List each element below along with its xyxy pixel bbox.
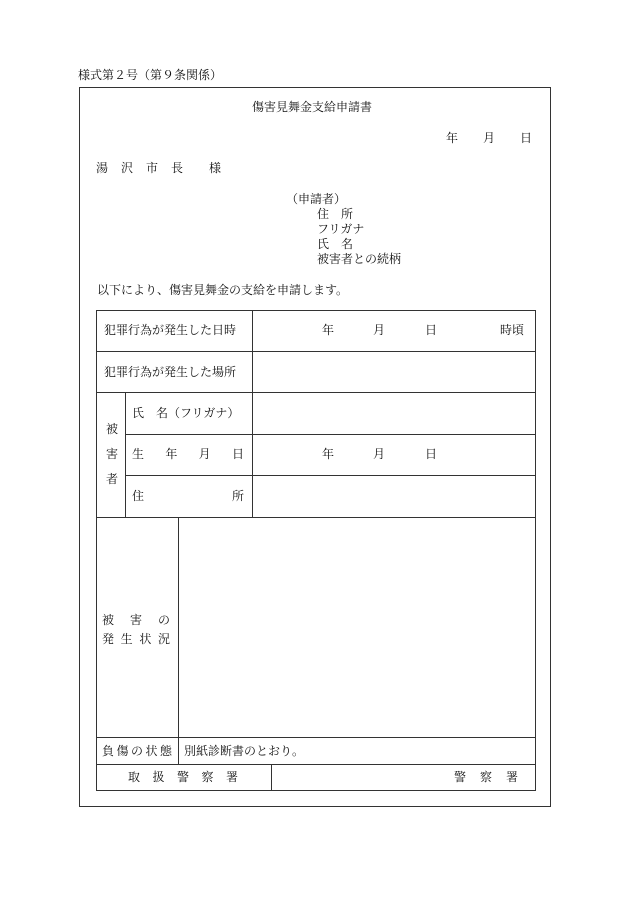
date-day[interactable]: 日 <box>520 131 533 145</box>
date-month[interactable]: 月 <box>483 131 496 145</box>
victim-label-char: 者 <box>106 472 119 486</box>
intro-text: 以下により、傷害見舞金の支給を申請します。 <box>97 283 349 297</box>
police-label-char: 扱 <box>152 770 165 784</box>
victim-address-label <box>132 490 244 502</box>
victim-dob-label-char: 生 <box>132 447 145 461</box>
damage-label-char: 発 <box>102 632 115 646</box>
injury-label-char: 負 <box>102 744 115 758</box>
applicant-relation-label: 被害者との続柄 <box>317 252 402 266</box>
addressee-char: 市 <box>146 161 159 175</box>
victim-dob-label-char: 月 <box>198 447 211 461</box>
police-value-char: 警 <box>454 770 467 784</box>
damage-label-char: 被 <box>102 613 115 627</box>
damage-label-char: 害 <box>129 613 142 627</box>
applicant-furigana-label: フリガナ <box>317 222 365 236</box>
police-label <box>128 771 238 783</box>
police-value-char: 署 <box>505 770 518 784</box>
applicant-address-label: 住 所 <box>317 207 354 221</box>
damage-label-char: 況 <box>157 632 170 646</box>
applicant-heading: （申請者） <box>286 192 347 206</box>
victim-label-char: 害 <box>106 447 119 461</box>
damage-label-line1 <box>102 614 170 626</box>
injury-label-char: 傷 <box>116 744 129 758</box>
police-label-char: 署 <box>225 770 238 784</box>
police-label-char: 警 <box>176 770 189 784</box>
form-title: 傷害見舞金支給申請書 <box>252 100 373 114</box>
police-value-char: 察 <box>479 770 492 784</box>
damage-label-char: の <box>157 613 170 627</box>
police-label-char: 取 <box>128 770 141 784</box>
addressee-char: 長 <box>171 161 184 175</box>
victim-dob-year[interactable]: 年 <box>322 447 335 461</box>
injury-value[interactable]: 別紙診断書のとおり。 <box>184 744 305 758</box>
crime-datetime-year[interactable]: 年 <box>322 323 335 337</box>
crime-place-label: 犯罪行為が発生した場所 <box>104 365 237 379</box>
victim-address-label-char: 住 <box>132 489 145 503</box>
victim-dob-month[interactable]: 月 <box>373 447 386 461</box>
damage-label-char: 生 <box>120 632 133 646</box>
date-year[interactable]: 年 <box>446 131 459 145</box>
injury-label-char: の <box>130 744 143 758</box>
damage-label-char: 状 <box>139 632 152 646</box>
crime-datetime-label: 犯罪行為が発生した日時 <box>104 323 237 337</box>
injury-label-char: 状 <box>145 744 158 758</box>
victim-label-char: 被 <box>106 422 119 436</box>
injury-label <box>102 745 172 757</box>
applicant-name-label: 氏 名 <box>317 237 354 251</box>
addressee-char: 沢 <box>121 161 134 175</box>
damage-label-line2 <box>102 633 170 645</box>
victim-dob-label <box>132 448 244 460</box>
victim-dob-label-char: 年 <box>165 447 178 461</box>
form-number: 様式第２号（第９条関係） <box>78 68 223 82</box>
injury-label-char: 態 <box>159 744 172 758</box>
police-label-char: 察 <box>201 770 214 784</box>
victim-dob-day[interactable]: 日 <box>425 447 438 461</box>
crime-datetime-month[interactable]: 月 <box>373 323 386 337</box>
crime-datetime-time[interactable]: 時頃 <box>500 323 525 337</box>
victim-dob-label-char: 日 <box>231 447 244 461</box>
addressee-char: 様 <box>209 161 222 175</box>
police-value[interactable] <box>454 771 518 783</box>
victim-name-label: 氏 名（フリガナ） <box>132 406 240 420</box>
crime-datetime-day[interactable]: 日 <box>425 323 438 337</box>
victim-address-label-char: 所 <box>231 489 244 503</box>
addressee-char: 湯 <box>96 161 109 175</box>
